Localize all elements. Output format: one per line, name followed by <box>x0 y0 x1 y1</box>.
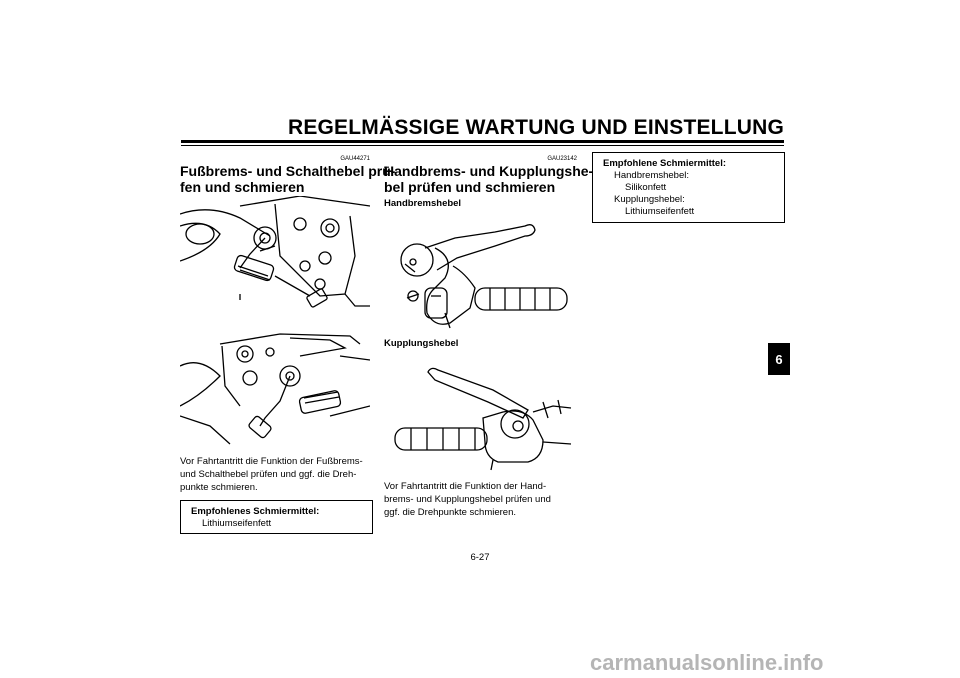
brake-pedal-illustration <box>180 196 370 321</box>
heading-line: fen und schmieren <box>180 179 305 195</box>
section-heading <box>384 163 593 195</box>
subheading-brake-lever: Handbremshebel <box>384 198 462 209</box>
clutch-lever-illustration <box>393 362 578 472</box>
section-code: GAU44271 <box>340 156 370 162</box>
chapter-tab: 6 <box>768 343 790 375</box>
paragraph-line: und Schalthebel prüfen und ggf. die Dreh- <box>180 469 357 480</box>
box-line: Handbremshebel: <box>614 170 689 181</box>
paragraph-line: ggf. die Drehpunkte schmieren. <box>384 507 517 518</box>
lubricant-box-left <box>180 500 373 534</box>
brake-lever-illustration <box>395 218 580 333</box>
header-rule <box>181 140 784 143</box>
lubricant-box-right <box>592 152 785 223</box>
box-line: Silikonfett <box>625 182 667 193</box>
paragraph-line: brems- und Kupplungshebel prüfen und <box>384 494 551 505</box>
page-title: REGELMÄSSIGE WARTUNG UND EINSTELLUNG <box>287 116 784 139</box>
heading-line: Handbrems- und Kupplungshe- <box>384 163 594 179</box>
box-line: Lithiumseifenfett <box>625 206 695 217</box>
footer-watermark: carmanualsonline.info <box>590 650 824 675</box>
box-line: Lithiumseifenfett <box>202 518 272 529</box>
middle-paragraph <box>384 480 551 519</box>
heading-line: bel prüfen und schmieren <box>384 179 556 195</box>
paragraph-line: punkte schmieren. <box>180 482 258 493</box>
box-line: Kupplungshebel: <box>614 194 685 205</box>
paragraph-line: Vor Fahrtantritt die Funktion der Fußbrems- <box>180 456 363 467</box>
shift-pedal-illustration <box>180 326 370 446</box>
box-title: Empfohlene Schmiermittel: <box>603 158 726 169</box>
box-title: Empfohlenes Schmiermittel: <box>191 506 320 517</box>
subheading-clutch-lever: Kupplungshebel <box>384 338 459 349</box>
section-code: GAU23142 <box>547 156 577 162</box>
page-number: 6-27 <box>470 552 490 563</box>
header-rule-thin <box>181 145 784 146</box>
left-paragraph <box>180 455 363 494</box>
heading-line: Fußbrems- und Schalthebel prü- <box>180 163 396 179</box>
section-heading <box>180 163 395 195</box>
paragraph-line: Vor Fahrtantritt die Funktion der Hand- <box>384 481 547 492</box>
